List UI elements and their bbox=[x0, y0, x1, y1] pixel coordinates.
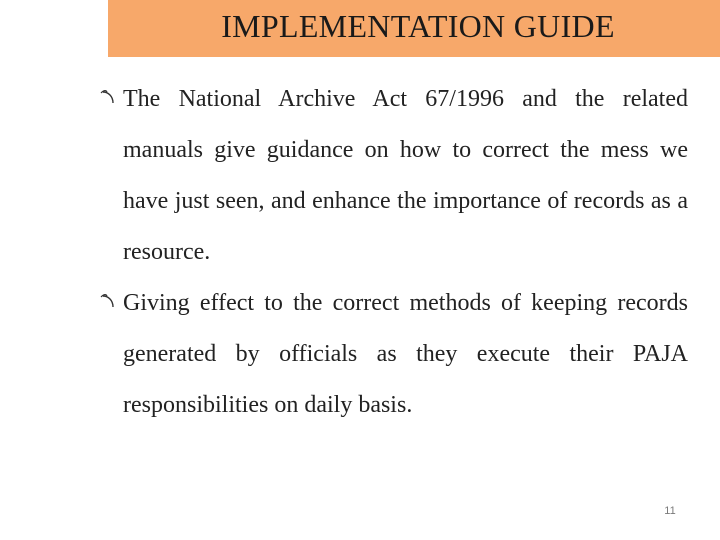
bullet-item bbox=[100, 74, 688, 278]
bullet-text: The National Archive Act 67/1996 and the related manuals give guidance on how to correct the mess we have just seen, and enhance the importance of records as a resource. bbox=[123, 86, 688, 265]
curl-bullet-icon bbox=[100, 88, 116, 108]
bullet-text: Giving effect to the correct methods of keeping records generated by officials as they execute their PAJA responsibilities on daily basis. bbox=[123, 290, 688, 418]
bullet-item bbox=[100, 278, 688, 431]
slide-title: IMPLEMENTATION GUIDE bbox=[221, 8, 615, 44]
curl-bullet-icon bbox=[100, 292, 116, 312]
slide-body bbox=[100, 74, 688, 431]
page-number: 11 bbox=[664, 505, 676, 517]
